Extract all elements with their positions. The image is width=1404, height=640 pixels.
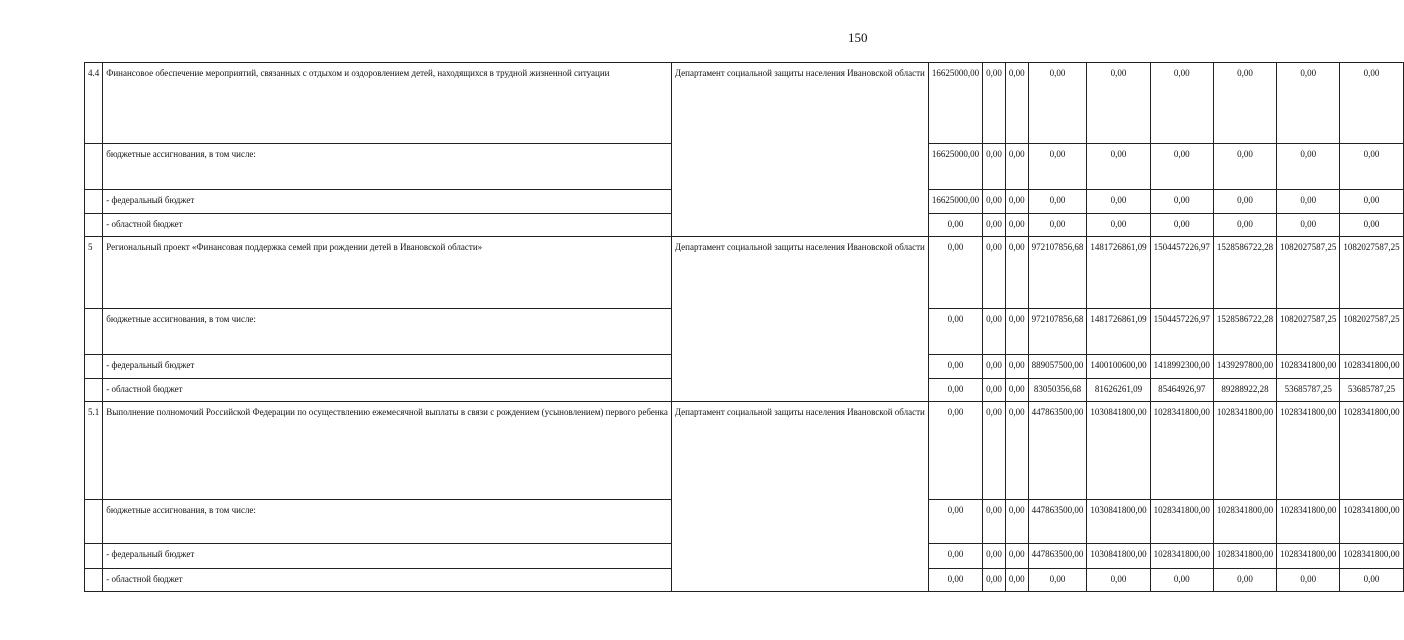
value-cell: 0,00 (928, 544, 982, 569)
value-cell: 1481726861,09 (1087, 309, 1150, 355)
value-cell: 1082027587,25 (1277, 237, 1340, 309)
value-cell: 0,00 (1087, 144, 1150, 190)
value-cell: 1504457226,97 (1150, 309, 1213, 355)
value-cell: 0,00 (928, 355, 982, 379)
value-cell: 972107856,68 (1028, 309, 1087, 355)
value-cell: 0,00 (1028, 190, 1087, 214)
row-number (85, 379, 103, 402)
value-cell: 1504457226,97 (1150, 237, 1213, 309)
value-cell: 16625000,00 (928, 63, 982, 144)
row-number (85, 309, 103, 355)
value-cell: 0,00 (983, 190, 1006, 214)
value-cell: 0,00 (1005, 544, 1028, 569)
value-cell: 889057500,00 (1028, 355, 1087, 379)
value-cell: 1028341800,00 (1277, 402, 1340, 500)
value-cell: 1528586722,28 (1213, 309, 1276, 355)
value-cell: 1418992300,00 (1150, 355, 1213, 379)
value-cell: 1082027587,25 (1340, 237, 1403, 309)
value-cell: 0,00 (1150, 569, 1213, 592)
row-name: Региональный проект «Финансовая поддержка семей при рождении детей в Ивановской области» (103, 237, 672, 309)
row-number (85, 569, 103, 592)
value-cell: 1028341800,00 (1340, 544, 1403, 569)
row-name: Выполнение полномочий Российской Федерации по осуществлению ежемесячной выплаты в связи с рождением (усыновлением) первого ребенка (103, 402, 672, 500)
value-cell: 0,00 (1087, 214, 1150, 237)
value-cell: 1028341800,00 (1277, 355, 1340, 379)
value-cell: 89288922,28 (1213, 379, 1276, 402)
value-cell: 1028341800,00 (1213, 500, 1276, 544)
row-number (85, 544, 103, 569)
value-cell: 0,00 (1277, 569, 1340, 592)
value-cell: 0,00 (1005, 355, 1028, 379)
value-cell: 0,00 (928, 309, 982, 355)
value-cell: 0,00 (1005, 63, 1028, 144)
row-number (85, 500, 103, 544)
value-cell: 447863500,00 (1028, 544, 1087, 569)
value-cell: 0,00 (928, 379, 982, 402)
value-cell: 16625000,00 (928, 190, 982, 214)
value-cell: 0,00 (1087, 190, 1150, 214)
value-cell: 1028341800,00 (1340, 355, 1403, 379)
value-cell: 0,00 (983, 63, 1006, 144)
value-cell: 0,00 (983, 402, 1006, 500)
row-name: бюджетные ассигнования, в том числе: (103, 144, 672, 190)
row-number: 5 (85, 237, 103, 309)
value-cell: 447863500,00 (1028, 500, 1087, 544)
value-cell: 0,00 (928, 237, 982, 309)
table-row (85, 237, 1404, 309)
page-number: 150 (848, 30, 868, 45)
row-name: - федеральный бюджет (103, 355, 672, 379)
value-cell: 0,00 (1150, 190, 1213, 214)
table-row (85, 63, 1404, 144)
value-cell: 0,00 (1028, 214, 1087, 237)
value-cell: 0,00 (983, 379, 1006, 402)
row-number (85, 355, 103, 379)
value-cell: 0,00 (1277, 214, 1340, 237)
row-name: бюджетные ассигнования, в том числе: (103, 309, 672, 355)
row-number: 4.4 (85, 63, 103, 144)
value-cell: 0,00 (983, 214, 1006, 237)
row-name: - федеральный бюджет (103, 544, 672, 569)
row-name: - федеральный бюджет (103, 190, 672, 214)
value-cell: 0,00 (1277, 190, 1340, 214)
department-cell: Департамент социальной защиты населения Ивановской области (671, 63, 928, 237)
value-cell: 1030841800,00 (1087, 544, 1150, 569)
value-cell: 0,00 (1213, 63, 1276, 144)
value-cell: 0,00 (1150, 63, 1213, 144)
value-cell: 1030841800,00 (1087, 402, 1150, 500)
value-cell: 0,00 (1005, 190, 1028, 214)
value-cell: 0,00 (983, 144, 1006, 190)
value-cell: 0,00 (1005, 237, 1028, 309)
value-cell: 1082027587,25 (1340, 309, 1403, 355)
value-cell: 0,00 (983, 544, 1006, 569)
value-cell: 83050356,68 (1028, 379, 1087, 402)
value-cell: 0,00 (1340, 190, 1403, 214)
value-cell: 1028341800,00 (1150, 544, 1213, 569)
value-cell: 0,00 (1005, 402, 1028, 500)
budget-table (84, 62, 1404, 592)
value-cell: 0,00 (1005, 309, 1028, 355)
value-cell: 0,00 (1005, 500, 1028, 544)
value-cell: 1481726861,09 (1087, 237, 1150, 309)
value-cell: 0,00 (983, 569, 1006, 592)
value-cell: 0,00 (1213, 190, 1276, 214)
value-cell: 0,00 (1213, 569, 1276, 592)
row-name: - областной бюджет (103, 379, 672, 402)
value-cell: 0,00 (1340, 214, 1403, 237)
value-cell: 972107856,68 (1028, 237, 1087, 309)
value-cell: 81626261,09 (1087, 379, 1150, 402)
value-cell: 0,00 (1277, 144, 1340, 190)
value-cell: 1439297800,00 (1213, 355, 1276, 379)
value-cell: 0,00 (1340, 569, 1403, 592)
value-cell: 0,00 (1340, 144, 1403, 190)
value-cell: 1028341800,00 (1277, 500, 1340, 544)
value-cell: 0,00 (983, 237, 1006, 309)
value-cell: 0,00 (1277, 63, 1340, 144)
value-cell: 0,00 (928, 500, 982, 544)
value-cell: 0,00 (1213, 144, 1276, 190)
value-cell: 447863500,00 (1028, 402, 1087, 500)
table-row (85, 402, 1404, 500)
value-cell: 1028341800,00 (1340, 500, 1403, 544)
value-cell: 0,00 (1150, 144, 1213, 190)
row-name: бюджетные ассигнования, в том числе: (103, 500, 672, 544)
value-cell: 1030841800,00 (1087, 500, 1150, 544)
value-cell: 1082027587,25 (1277, 309, 1340, 355)
value-cell: 53685787,25 (1277, 379, 1340, 402)
value-cell: 0,00 (1005, 569, 1028, 592)
value-cell: 0,00 (1005, 214, 1028, 237)
row-name: - областной бюджет (103, 214, 672, 237)
value-cell: 0,00 (928, 402, 982, 500)
value-cell: 0,00 (1028, 569, 1087, 592)
row-number (85, 190, 103, 214)
value-cell: 0,00 (1213, 214, 1276, 237)
row-name: - областной бюджет (103, 569, 672, 592)
row-number: 5.1 (85, 402, 103, 500)
value-cell: 1028341800,00 (1340, 402, 1403, 500)
value-cell: 0,00 (1028, 63, 1087, 144)
row-number (85, 144, 103, 190)
value-cell: 0,00 (1005, 379, 1028, 402)
value-cell: 0,00 (983, 309, 1006, 355)
value-cell: 1028341800,00 (1150, 402, 1213, 500)
value-cell: 53685787,25 (1340, 379, 1403, 402)
department-cell: Департамент социальной защиты населения Ивановской области (671, 237, 928, 402)
value-cell: 1400100600,00 (1087, 355, 1150, 379)
department-cell: Департамент социальной защиты населения Ивановской области (671, 402, 928, 592)
value-cell: 0,00 (1087, 569, 1150, 592)
value-cell: 16625000,00 (928, 144, 982, 190)
value-cell: 1028341800,00 (1213, 402, 1276, 500)
value-cell: 0,00 (928, 569, 982, 592)
value-cell: 0,00 (1150, 214, 1213, 237)
value-cell: 0,00 (1028, 144, 1087, 190)
value-cell: 0,00 (1340, 63, 1403, 144)
value-cell: 1028341800,00 (1150, 500, 1213, 544)
value-cell: 0,00 (1005, 144, 1028, 190)
value-cell: 1028341800,00 (1213, 544, 1276, 569)
value-cell: 0,00 (983, 355, 1006, 379)
value-cell: 0,00 (1087, 63, 1150, 144)
value-cell: 1528586722,28 (1213, 237, 1276, 309)
value-cell: 1028341800,00 (1277, 544, 1340, 569)
row-number (85, 214, 103, 237)
value-cell: 0,00 (928, 214, 982, 237)
value-cell: 85464926,97 (1150, 379, 1213, 402)
value-cell: 0,00 (983, 500, 1006, 544)
row-name: Финансовое обеспечение мероприятий, связанных с отдыхом и оздоровлением детей, находящихся в трудной жизненной ситуации (103, 63, 672, 144)
